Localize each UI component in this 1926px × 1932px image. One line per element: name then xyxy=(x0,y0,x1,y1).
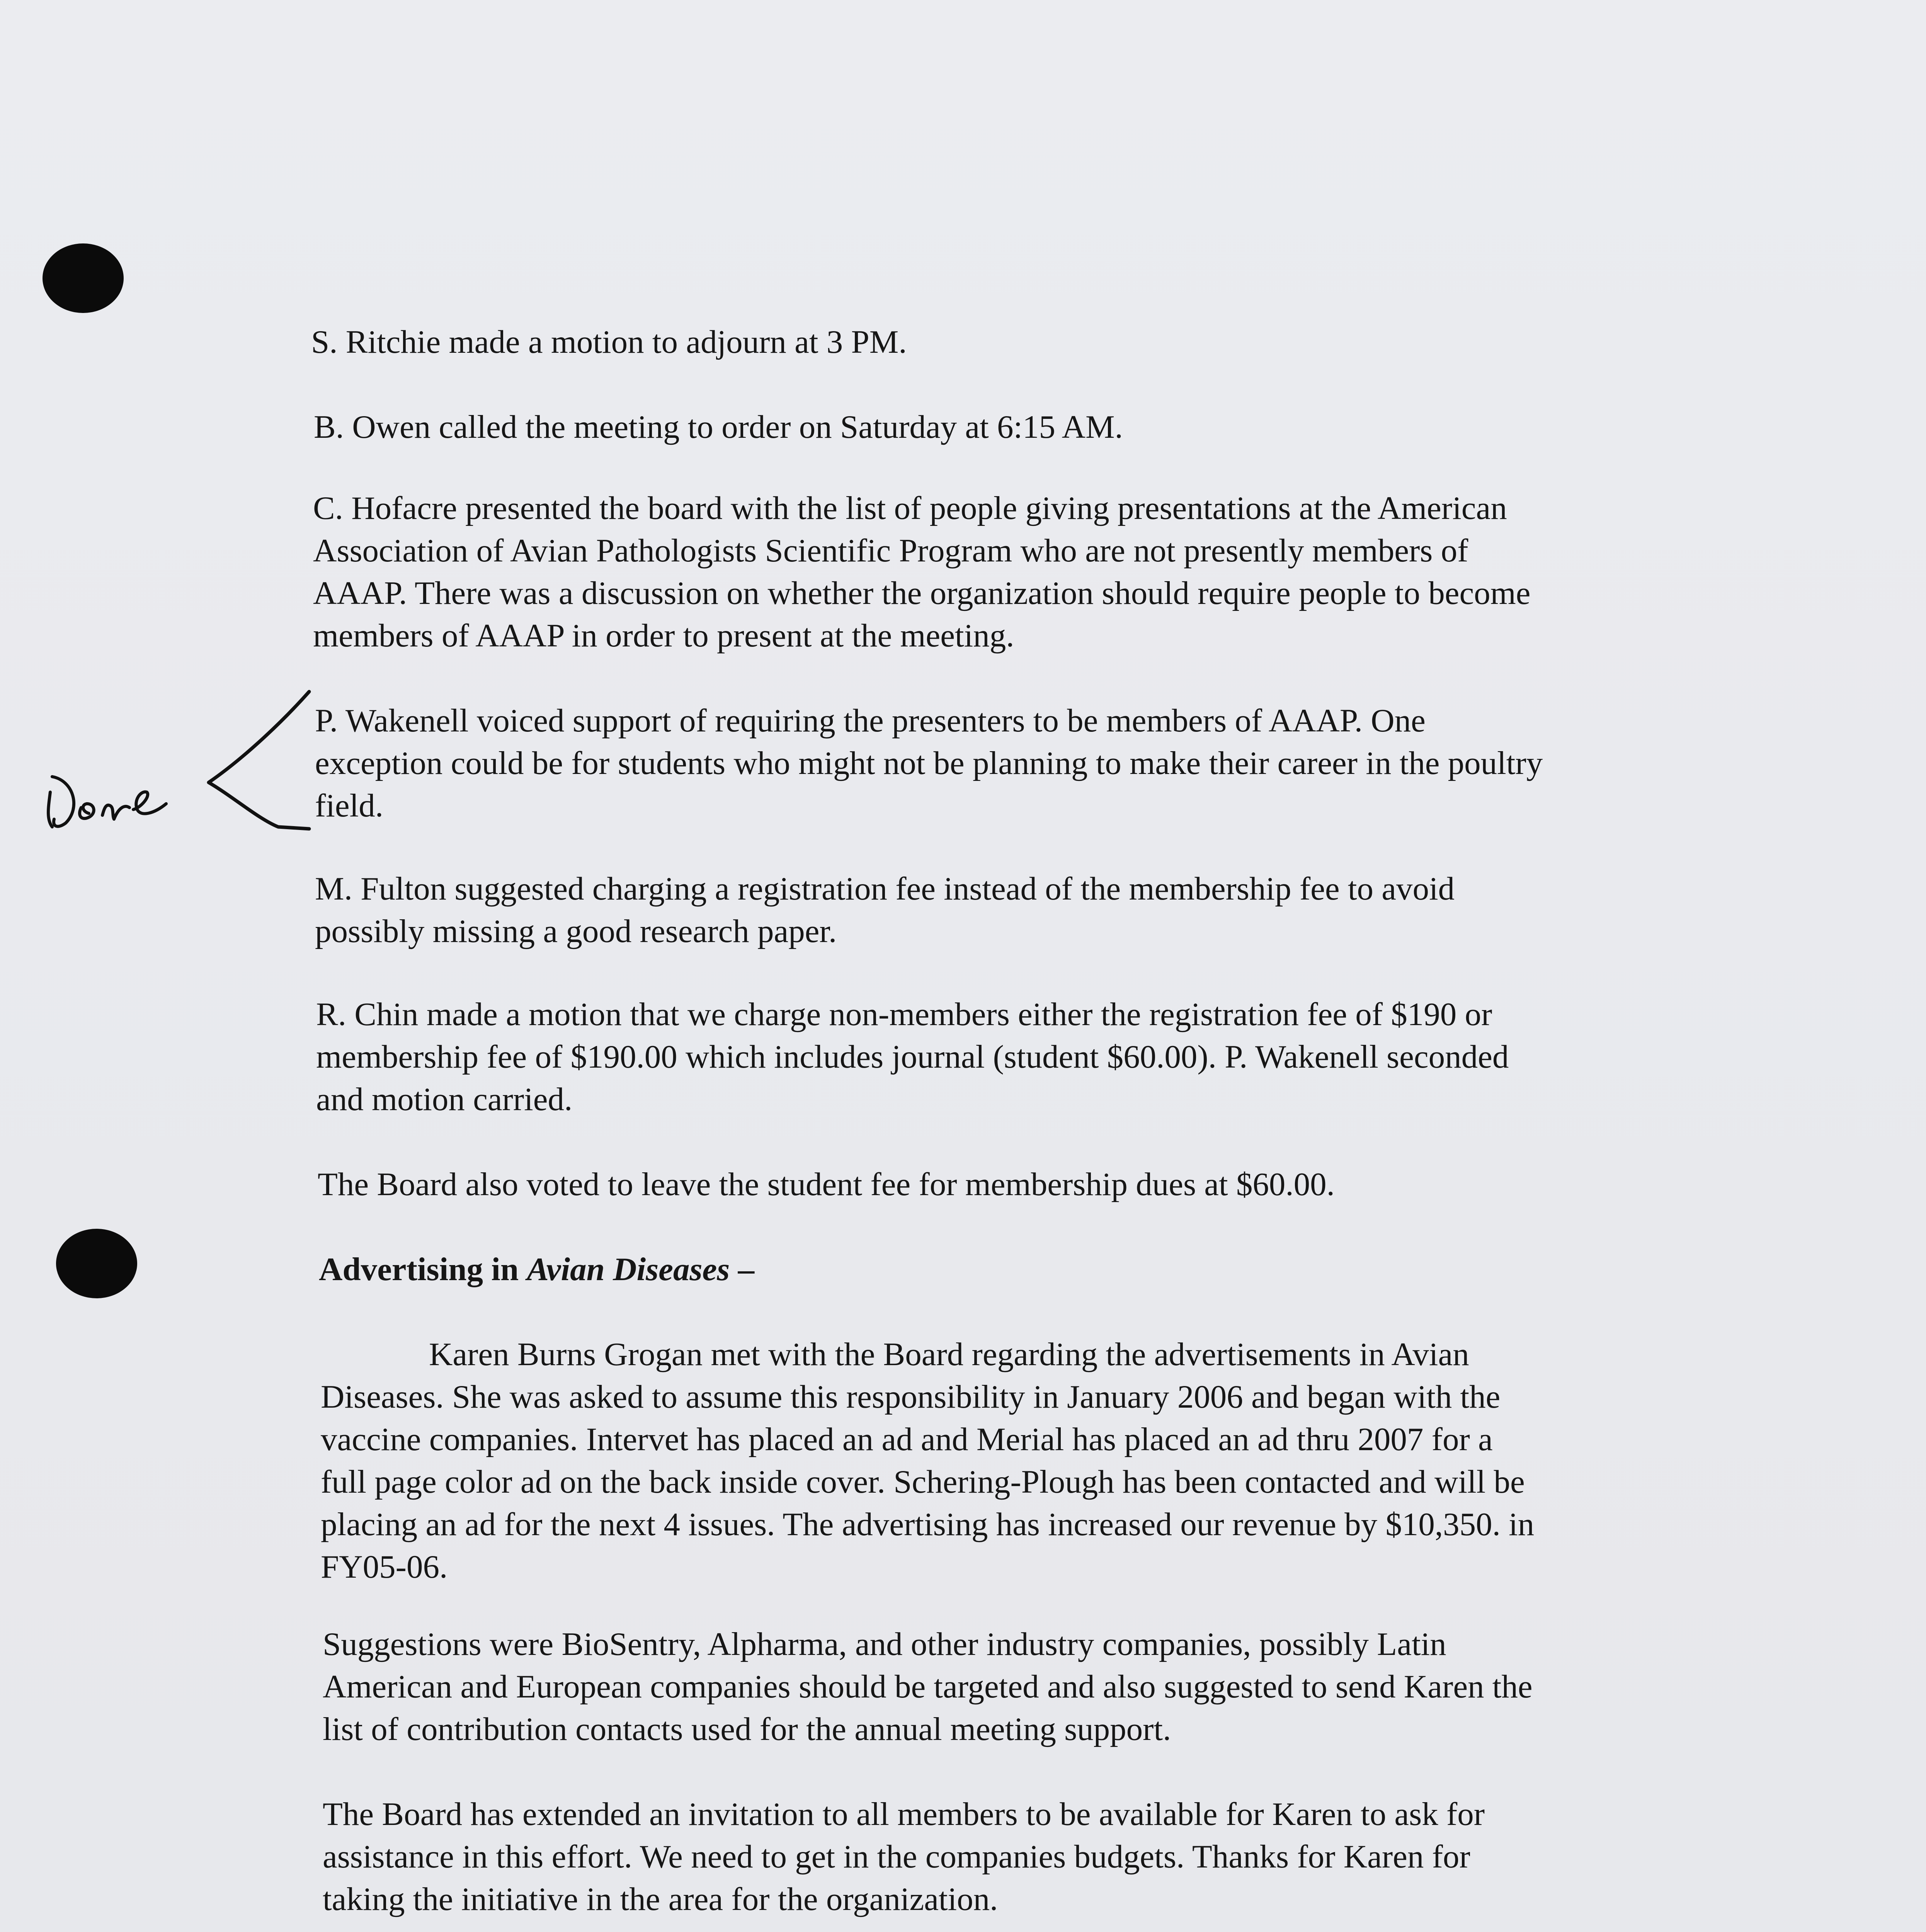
text-line: possibly missing a good research paper. xyxy=(315,913,837,949)
text-line: P. Wakenell voiced support of requiring the presenters to be members of AAAP. One xyxy=(315,702,1426,739)
text-line: The Board also voted to leave the student fee for membership dues at $60.00. xyxy=(318,1166,1335,1202)
binder-hole-middle xyxy=(56,1229,137,1298)
paragraph-wakenell-support xyxy=(315,699,1543,827)
handwritten-done-annotation xyxy=(39,680,317,842)
paragraph-meeting-order xyxy=(314,406,1123,448)
text-line: and motion carried. xyxy=(316,1081,573,1117)
text-line: Karen Burns Grogan met with the Board regarding the advertisements in Avian xyxy=(429,1336,1469,1372)
text-line: Suggestions were BioSentry, Alpharma, and other industry companies, possibly Latin xyxy=(323,1626,1446,1662)
text-line: membership fee of $190.00 which includes journal (student $60.00). P. Wakenell seconded xyxy=(316,1039,1509,1075)
text-line: M. Fulton suggested charging a registration fee instead of the membership fee to avoid xyxy=(315,871,1455,907)
paragraph-hofacre-presenters xyxy=(313,487,1531,657)
text-line: C. Hofacre presented the board with the list of people giving presentations at the American xyxy=(313,490,1507,526)
text-line: list of contribution contacts used for the annual meeting support. xyxy=(323,1711,1171,1747)
text-line: exception could be for students who might not be planning to make their career in the poultry xyxy=(315,745,1543,781)
text-line: R. Chin made a motion that we charge non-members either the registration fee of $190 or xyxy=(316,996,1492,1032)
paragraph-suggestions xyxy=(323,1623,1533,1750)
text-line: full page color ad on the back inside cover. Schering-Plough has been contacted and will be xyxy=(321,1464,1525,1500)
section-heading-advertising xyxy=(319,1248,754,1291)
paragraph-fulton-suggestion xyxy=(315,867,1455,952)
text-line: Diseases. She was asked to assume this responsibility in January 2006 and began with the xyxy=(321,1379,1501,1415)
text-line: placing an ad for the next 4 issues. The advertising has increased our revenue by $10,350. in xyxy=(321,1506,1535,1543)
text-line: Association of Avian Pathologists Scientific Program who are not presently members of xyxy=(313,532,1468,569)
paragraph-chin-motion xyxy=(316,993,1509,1121)
text-line: field. xyxy=(315,787,384,824)
text-line: assistance in this effort. We need to get in the companies budgets. Thanks for Karen for xyxy=(323,1838,1470,1875)
binder-hole-top xyxy=(43,243,124,313)
text-line: American and European companies should be targeted and also suggested to send Karen the xyxy=(323,1668,1533,1705)
text-line: The Board has extended an invitation to all members to be available for Karen to ask for xyxy=(323,1796,1485,1832)
paragraph-adjourn-motion xyxy=(311,321,907,363)
paragraph-student-fee-vote xyxy=(318,1163,1335,1206)
text-line: FY05-06. xyxy=(321,1549,448,1585)
paragraph-board-invitation xyxy=(323,1793,1485,1920)
text-line: members of AAAP in order to present at the meeting. xyxy=(313,617,1014,654)
text-line: B. Owen called the meeting to order on Saturday at 6:15 AM. xyxy=(314,409,1123,445)
text-line: vaccine companies. Intervet has placed an ad and Merial has placed an ad thru 2007 for a xyxy=(321,1421,1493,1458)
text-line: S. Ritchie made a motion to adjourn at 3 PM. xyxy=(311,324,907,360)
paragraph-grogan-advertising xyxy=(321,1333,1534,1588)
heading-journal-title: Avian Diseases xyxy=(527,1251,730,1287)
text-line: taking the initiative in the area for the organization. xyxy=(323,1881,998,1917)
text-line: AAAP. There was a discussion on whether the organization should require people to become xyxy=(313,575,1531,611)
heading-prefix: Advertising in xyxy=(319,1251,527,1287)
heading-suffix: – xyxy=(730,1251,755,1287)
